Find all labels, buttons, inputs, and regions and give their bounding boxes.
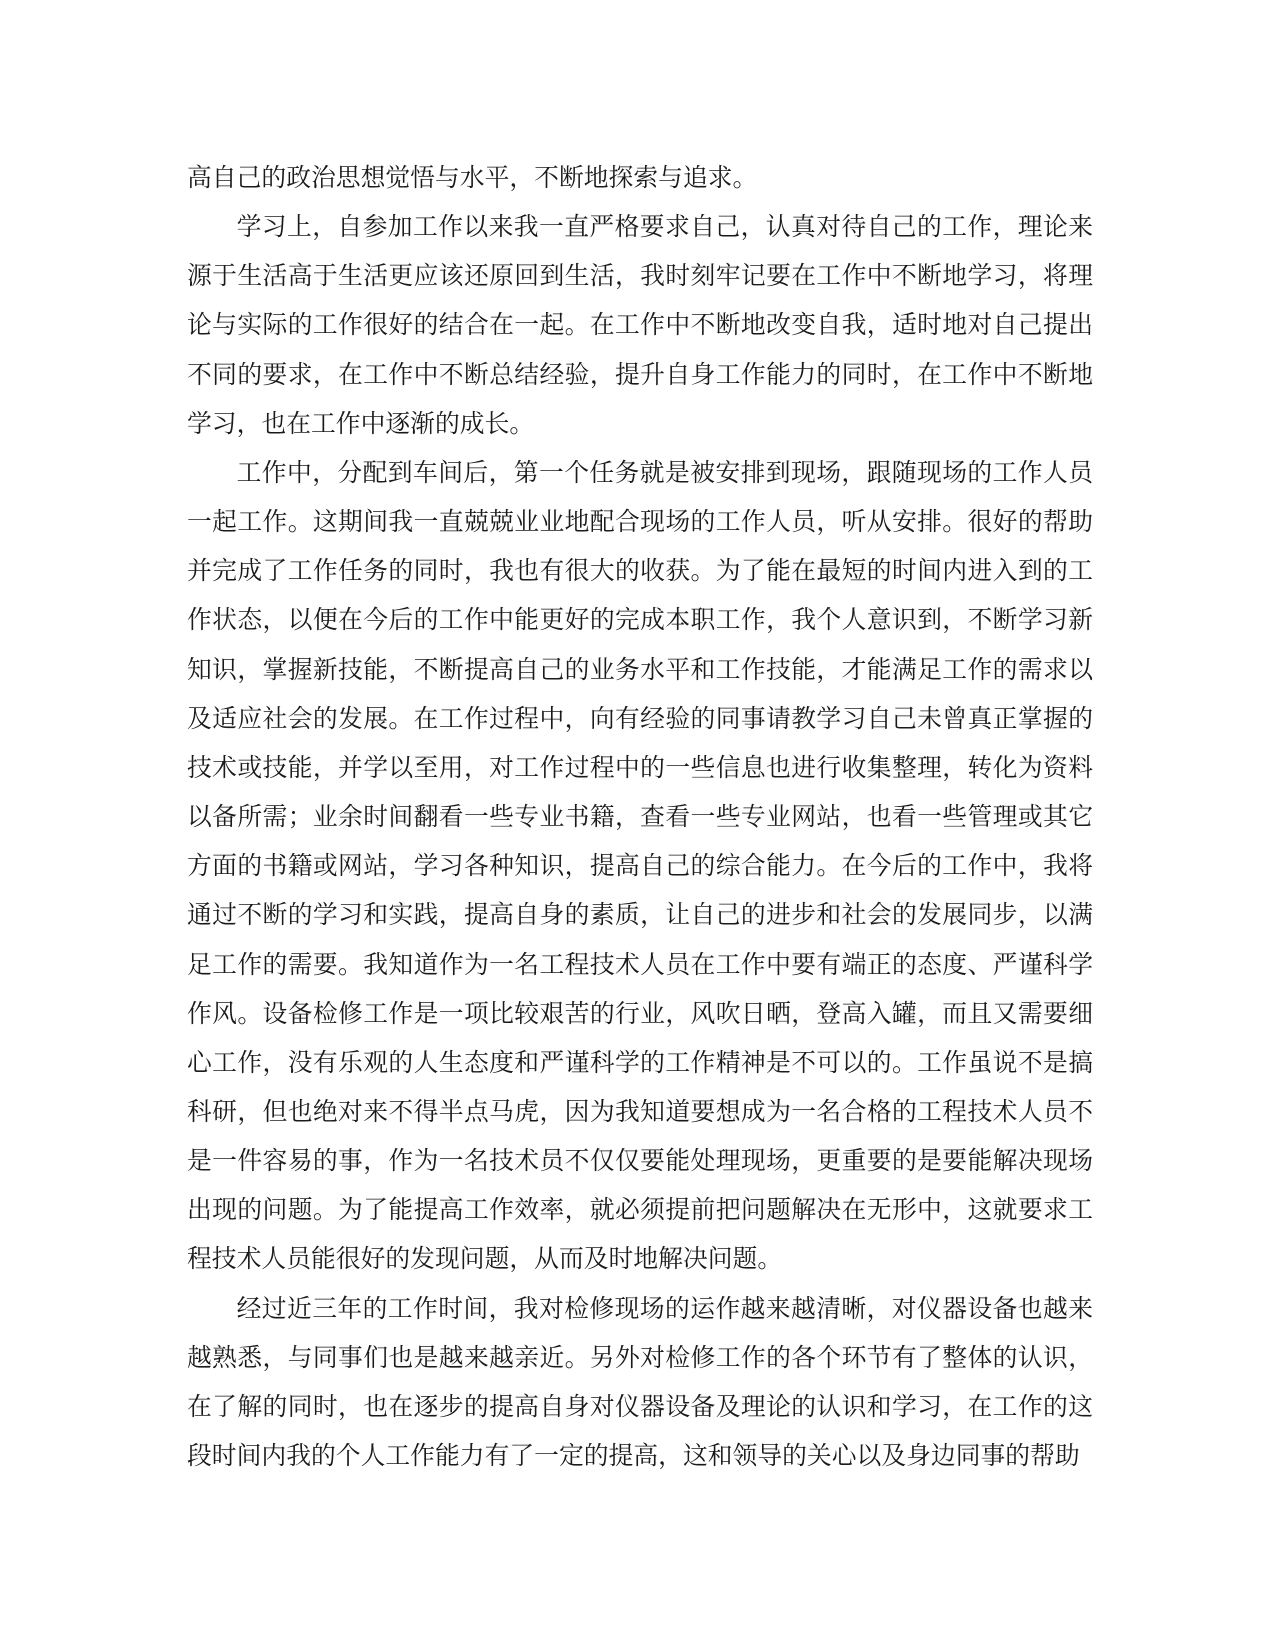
paragraph-continuation: 高自己的政治思想觉悟与水平，不断地探索与追求。: [187, 163, 758, 192]
document-body: [187, 153, 1093, 1480]
paragraph-experience: 经过近三年的工作时间，我对检修现场的运作越来越清晰，对仪器设备也越来越熟悉，与同事们也是越来越亲近。另外对检修工作的各个环节有了整体的认识，在了解的同时，也在逐步的提高自身对仪器设备及理论的认识和学习，在工作的这段时间内我的个人工作能力有了一定的提高，这和领导的关心以及身边同事的帮助: [187, 1293, 1093, 1471]
paragraph-study: 学习上，自参加工作以来我一直严格要求自己，认真对待自己的工作，理论来源于生活高于生活更应该还原回到生活，我时刻牢记要在工作中不断地学习，将理论与实际的工作很好的结合在一起。在工作中不断地改变自我，适时地对自己提出不同的要求，在工作中不断总结经验，提升自身工作能力的同时，在工作中不断地学习，也在工作中逐渐的成长。: [187, 212, 1093, 438]
paragraph-work: 工作中，分配到车间后，第一个任务就是被安排到现场，跟随现场的工作人员一起工作。这期间我一直兢兢业业地配合现场的工作人员，听从安排。很好的帮助并完成了工作任务的同时，我也有很大的收获。为了能在最短的时间内进入到的工作状态，以便在今后的工作中能更好的完成本职工作，我个人意识到，不断学习新知识，掌握新技能，不断提高自己的业务水平和工作技能，才能满足工作的需求以及适应社会的发展。在工作过程中，向有经验的同事请教学习自己未曾真正掌握的技术或技能，并学以至用，对工作过程中的一些信息也进行收集整理，转化为资料以备所需；业余时间翻看一些专业书籍，查看一些专业网站，也看一些管理或其它方面的书籍或网站，学习各种知识，提高自己的综合能力。在今后的工作中，我将通过不断的学习和实践，提高自身的素质，让自己的进步和社会的发展同步，以满足工作的需要。我知道作为一名工程技术人员在工作中要有端正的态度、严谨科学作风。设备检修工作是一项比较艰苦的行业，风吹日晒，登高入罐，而且又需要细心工作，没有乐观的人生态度和严谨科学的工作精神是不可以的。工作虽说不是搞科研，但也绝对来不得半点马虎，因为我知道要想成为一名合格的工程技术人员不是一件容易的事，作为一名技术员不仅仅要能处理现场，更重要的是要能解决现场出现的问题。为了能提高工作效率，就必须提前把问题解决在无形中，这就要求工程技术人员能很好的发现问题，从而及时地解决问题。: [187, 457, 1093, 1274]
